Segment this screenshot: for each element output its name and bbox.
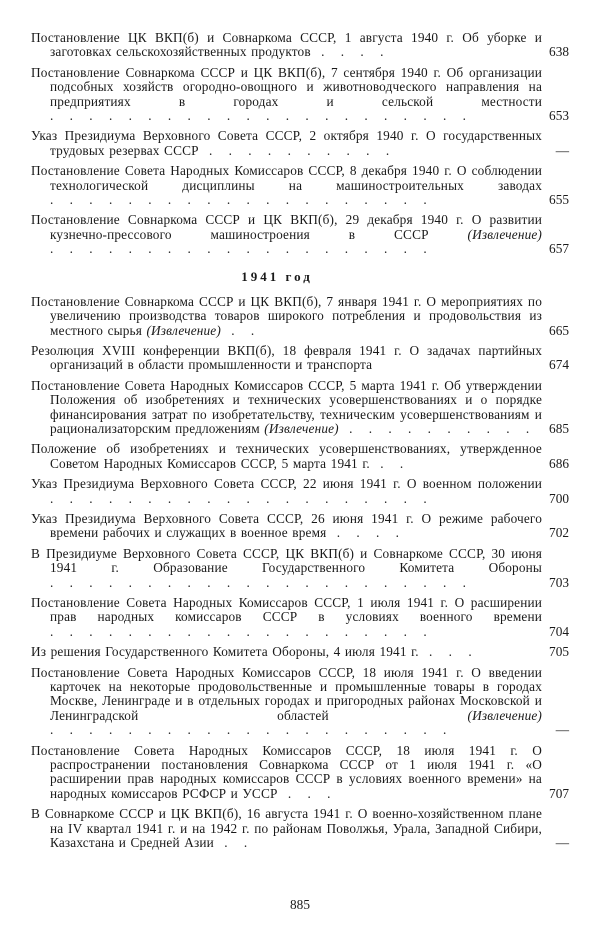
entry-title: [31, 744, 542, 802]
toc-entry: [31, 596, 569, 639]
entry-text: Положение об изобретениях и технических усовершенствованиях, утвержденное Советом Народных Комиссаров СССР, 5 марта 1941 г.: [31, 441, 542, 471]
toc-entry: [31, 129, 569, 158]
dot-leader: . . . . . . . . . . . . . . . . . . . . . .: [50, 108, 472, 124]
entry-text: Указ Президиума Верховного Совета СССР, 2 октября 1940 г. О государственных трудовых резервах СССР: [31, 128, 542, 158]
entry-title: [31, 807, 542, 850]
page-reference: 705: [549, 644, 569, 660]
page-reference: 657: [549, 241, 569, 257]
dot-leader: . . . .: [310, 44, 390, 60]
section-1940: [31, 31, 569, 257]
page-number: 885: [290, 897, 310, 912]
toc-entry: [31, 66, 569, 124]
entry-title: [31, 213, 542, 256]
toc-entry: [31, 344, 569, 373]
toc-entry: [31, 295, 569, 338]
page-reference: —: [555, 835, 569, 851]
entry-title: [31, 477, 542, 506]
entry-title: [31, 295, 542, 338]
entry-text: Постановление Совета Народных Комиссаров СССР, 5 марта 1941 г. Об утверждении Положения об изобретениях и технических усовершенствованиях и о порядке финансирования затрат по изобретательству, техническим усовершенствованиям и рационализаторским предложениям: [31, 377, 542, 436]
entry-text: Постановление Совета Народных Комиссаров СССР, 18 июля 1941 г. О распространении постановления Совнаркома СССР от 1 июля 1941 г. «О расширении прав народных комиссаров СССР в условиях военного времени» на народных комиссаров РСФСР и УССР: [31, 742, 542, 801]
toc-entry: [31, 477, 569, 506]
dot-leader: . . . . . . . . . . . . . . . . . . . .: [50, 623, 433, 639]
toc-entry: [31, 164, 569, 207]
page-reference: 653: [549, 108, 569, 124]
entry-text: Постановление Совнаркома СССР и ЦК ВКП(б), 7 января 1941 г. О мероприятиях по увеличению производства товаров широкого потребления и продовольствия из местного сырья: [31, 293, 542, 338]
entry-title: [31, 547, 542, 590]
toc-entry: [31, 666, 569, 738]
dot-leader: . . . . . . . . . .: [338, 420, 536, 436]
page-reference: 655: [549, 192, 569, 208]
entry-note: (Извлечение): [146, 322, 221, 338]
entry-title: [31, 666, 542, 738]
entry-text: Постановление Совета Народных Комиссаров СССР, 1 июля 1941 г. О расширении прав народных комиссаров СССР в условиях военного времени: [31, 595, 542, 625]
dot-leader: . .: [369, 455, 410, 471]
dot-leader: . . . . . . . . . .: [198, 142, 396, 158]
dot-leader: . .: [213, 835, 254, 851]
entry-text: Из решения Государственного Комитета Обороны, 4 июля 1941 г.: [31, 644, 419, 660]
entry-text: Постановление Совнаркома СССР и ЦК ВКП(б), 7 сентября 1940 г. Об организации подсобных хозяйств огородно-овощного и животноводческого направления на предприятиях в городах и сельской местности: [31, 64, 542, 109]
page-reference: 700: [549, 490, 569, 506]
entry-text: В Президиуме Верховного Совета СССР, ЦК ВКП(б) и Совнаркоме СССР, 30 июня 1941 г. Образование Государственного Комитета Обороны: [31, 545, 542, 576]
dot-leader: . . . . . . . . . . . . . . . . . . . .: [50, 241, 433, 257]
entry-text: Постановление ЦК ВКП(б) и Совнаркома СССР, 1 августа 1940 г. Об уборке и заготовках сельскохозяйственных продуктов: [31, 30, 542, 60]
entry-title: [31, 596, 542, 639]
page-reference: 638: [549, 44, 569, 60]
dot-leader: . . . .: [326, 525, 405, 541]
page-reference: 702: [549, 525, 569, 541]
toc-entry: [31, 512, 569, 541]
dot-leader: . . .: [277, 785, 337, 801]
dot-leader: . .: [220, 322, 261, 338]
toc-entry: [31, 547, 569, 590]
entry-text: Указ Президиума Верховного Совета СССР, 26 июня 1941 г. О режиме рабочего времени рабочих и служащих в военное время: [31, 510, 542, 541]
page-reference: 686: [549, 455, 569, 471]
toc-entry: [31, 442, 569, 471]
entry-note: (Извлечение): [467, 707, 542, 723]
toc-entry: [31, 645, 569, 659]
entry-title: [31, 129, 542, 158]
toc-entry: [31, 31, 569, 60]
toc-entry: [31, 213, 569, 256]
dot-leader: . . . . . . . . . . . . . . . . . . . . .: [50, 722, 453, 738]
toc-entry: [31, 807, 569, 850]
toc-entry: [31, 379, 569, 437]
entry-title: [31, 442, 542, 471]
dot-leader: . . . . . . . . . . . . . . . . . . . .: [50, 490, 433, 506]
entry-text: Постановление Совета Народных Комиссаров СССР, 8 декабря 1940 г. О соблюдении технологической дисциплины на машиностроительных заводах: [31, 163, 542, 193]
entry-title: [31, 164, 542, 207]
entry-text: Резолюция XVIII конференции ВКП(б), 18 февраля 1941 г. О задачах партийных организаций в области промышленности и транспорта: [31, 342, 542, 373]
page-reference: 704: [549, 623, 569, 639]
page-reference: —: [555, 142, 569, 158]
entry-title: [31, 512, 542, 541]
page-reference: 665: [549, 322, 569, 338]
dot-leader: . . . . . . . . . . . . . . . . . . . . . .: [50, 574, 472, 590]
entry-note: (Извлечение): [264, 420, 339, 436]
entry-title: [31, 66, 542, 124]
page-reference: 674: [549, 357, 569, 373]
page-reference: 703: [549, 574, 569, 590]
page-reference: —: [555, 722, 569, 738]
dot-leader: . . .: [418, 644, 478, 660]
section-heading: 1941 год: [241, 268, 313, 284]
entry-text: Постановление Совнаркома СССР и ЦК ВКП(б), 29 декабря 1940 г. О развитии кузнечно-прессового машиностроения в СССР: [31, 212, 542, 242]
entry-title: [31, 645, 542, 659]
toc-entry: [31, 744, 569, 802]
page-reference: 707: [549, 785, 569, 801]
entry-text: В Совнаркоме СССР и ЦК ВКП(б), 16 августа 1941 г. О военно-хозяйственном плане на IV квартал 1941 г. и на 1942 г. по районам Поволжья, Урала, Западной Сибири, Казахстана и Средней Азии: [31, 806, 542, 851]
entry-note: (Извлечение): [467, 226, 542, 242]
entry-title: [31, 344, 542, 373]
page-reference: 685: [549, 420, 569, 436]
entry-title: [31, 31, 542, 60]
dot-leader: . . . . . . . . . . . . . . . . . . . .: [50, 192, 433, 208]
entry-text: Указ Президиума Верховного Совета СССР, 22 июня 1941 г. О военном положении: [31, 476, 542, 492]
entry-text: Постановление Совета Народных Комиссаров СССР, 18 июля 1941 г. О введении карточек на некоторые продовольственные и промышленные товары в городах Москве, Ленинграде и в отдельных городах и пригородных районах Московской и Ленинградской областей: [31, 664, 542, 723]
table-of-contents: [31, 31, 569, 857]
section-1941: [31, 269, 569, 851]
entry-title: [31, 379, 542, 437]
